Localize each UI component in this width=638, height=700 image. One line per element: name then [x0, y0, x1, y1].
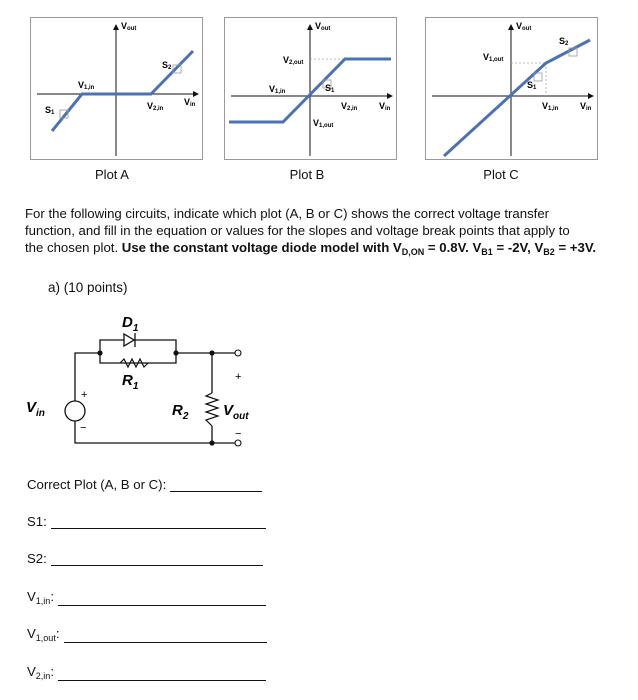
v1in-answer-line[interactable]	[58, 591, 266, 606]
svg-text:V1,out: V1,out	[483, 52, 504, 63]
v2in-answer-label: $V_{2,in}$:	[27, 664, 54, 681]
v2in-label: V	[341, 101, 348, 111]
y-axis-arrow	[307, 24, 313, 30]
x-axis-arrow	[588, 93, 594, 99]
circuit-wires	[75, 340, 235, 443]
plot-c-box	[425, 17, 598, 160]
transfer-curve	[444, 40, 590, 156]
d1-label: D	[122, 314, 133, 331]
source-minus-sign: −	[80, 422, 87, 434]
r2-label: R	[172, 402, 183, 419]
s1-answer-label: S1:	[27, 514, 47, 529]
plot-b-box	[224, 17, 397, 160]
svg-text:Vout: Vout	[516, 21, 532, 32]
plot-a-caption: Plot A	[95, 167, 129, 182]
plot-c-caption: Plot C	[483, 167, 519, 182]
plot-a-graph	[31, 18, 202, 159]
instructions-line-3: the chosen plot.	[25, 240, 119, 255]
v1out-label: V	[483, 52, 490, 62]
x-axis-arrow	[193, 91, 199, 97]
svg-text:Vout: Vout	[315, 21, 331, 32]
v1in-answer-label: $V_{1,in}$:	[27, 589, 54, 606]
v1out-answer-line[interactable]	[64, 628, 267, 643]
vout-label: V	[121, 21, 128, 31]
output-plus-sign: +	[235, 371, 242, 383]
v1out-row	[27, 626, 267, 643]
svg-text:S1: S1	[45, 105, 55, 116]
svg-text:S1: S1	[325, 83, 335, 94]
v2out-label: V	[283, 55, 290, 65]
plot-b-graph	[225, 18, 396, 159]
correct-plot-label: Correct Plot (A, B or C):	[27, 477, 167, 492]
vin-label: V	[184, 97, 191, 107]
svg-text:Vin: Vin	[379, 101, 391, 112]
output-minus-sign: −	[235, 428, 242, 440]
part-a-heading: a) (10 points)	[48, 280, 128, 295]
s1-label: S	[325, 83, 332, 93]
svg-text:V1,out: V1,out	[313, 118, 334, 129]
s1-answer-line[interactable]	[51, 514, 266, 529]
svg-text:V1,in: V1,in	[542, 101, 559, 112]
s1-row	[27, 514, 266, 529]
node-dot	[97, 350, 102, 355]
diode-d1-symbol	[124, 333, 135, 347]
correct-plot-row	[27, 477, 262, 492]
output-terminal-top	[235, 350, 241, 356]
svg-text:Vout: $V_{out}$	[223, 402, 249, 422]
instructions-line-2: function, and fill in the equation or values for the slopes and voltage break points that apply to	[25, 223, 570, 238]
v1in-label: V	[78, 80, 85, 90]
correct-plot-answer-line[interactable]	[170, 477, 262, 492]
v1in-label: V	[269, 84, 276, 94]
output-terminal-bottom	[235, 440, 241, 446]
svg-text:R2: $R_2$	[172, 402, 189, 422]
s2-label: S	[162, 60, 169, 70]
v1in-row	[27, 589, 266, 606]
s2-answer-label: S2:	[27, 551, 47, 566]
resistor-r2-symbol	[206, 393, 218, 426]
svg-text:Vin: $V_{in}$	[26, 399, 45, 419]
svg-text:Vout: Vout	[121, 21, 137, 32]
node-dot	[173, 350, 178, 355]
plot-a-box	[30, 17, 203, 160]
vout-label: V	[516, 21, 523, 31]
svg-text:V2,out: V2,out	[283, 55, 304, 66]
svg-text:S1: S1	[527, 80, 537, 91]
svg-text:D1: $D_1$	[122, 314, 139, 334]
node-dot	[209, 350, 214, 355]
v2in-row	[27, 664, 266, 681]
v1in-label: V	[542, 101, 549, 111]
svg-text:V2,in: V2,in	[147, 101, 164, 112]
y-axis-arrow	[113, 24, 119, 30]
instructions-paragraph	[25, 205, 625, 261]
svg-text:V1,in: V1,in	[78, 80, 95, 91]
svg-text:Vin: Vin	[580, 101, 592, 112]
source-plus-sign: +	[81, 389, 88, 401]
svg-text:S2: S2	[559, 36, 569, 47]
diode-model-note: Use the constant voltage diode model with $V_{D,ON} = 0.8V$. $V_{B1} = -2V$, $V_{B2} = +3V$.	[121, 240, 597, 257]
svg-text:Vin: Vin	[184, 97, 196, 108]
vin-source-label: V	[26, 399, 37, 416]
x-axis-arrow	[387, 93, 393, 99]
v2in-label: V	[147, 101, 154, 111]
v1out-label: V	[313, 118, 320, 128]
svg-text:R1: $R_1$	[122, 372, 139, 392]
plot-b-caption: Plot B	[289, 167, 325, 182]
plot-c-graph	[426, 18, 597, 159]
r1-label: R	[122, 372, 133, 389]
vin-label: V	[379, 101, 386, 111]
voltage-source-symbol	[65, 401, 85, 421]
transfer-curve	[52, 51, 193, 131]
circuit-diagram	[20, 305, 280, 465]
v2in-answer-line[interactable]	[58, 666, 266, 681]
s2-answer-line[interactable]	[51, 551, 263, 566]
s2-label: S	[559, 36, 566, 46]
svg-text:S2: S2	[162, 60, 172, 71]
s1-label: S	[45, 105, 52, 115]
s1-label: S	[527, 80, 534, 90]
node-dot	[209, 440, 214, 445]
vout-output-label: V	[223, 402, 234, 419]
s2-row	[27, 551, 263, 566]
instructions-line-1: For the following circuits, indicate which plot (A, B or C) shows the correct voltage transfer	[25, 206, 550, 221]
vout-label: V	[315, 21, 322, 31]
svg-text:V1,in: V1,in	[269, 84, 286, 95]
v1out-answer-label: $V_{1,out}$:	[27, 626, 60, 643]
svg-text:V2,in: V2,in	[341, 101, 358, 112]
y-axis-arrow	[508, 24, 514, 30]
vin-label: V	[580, 101, 587, 111]
